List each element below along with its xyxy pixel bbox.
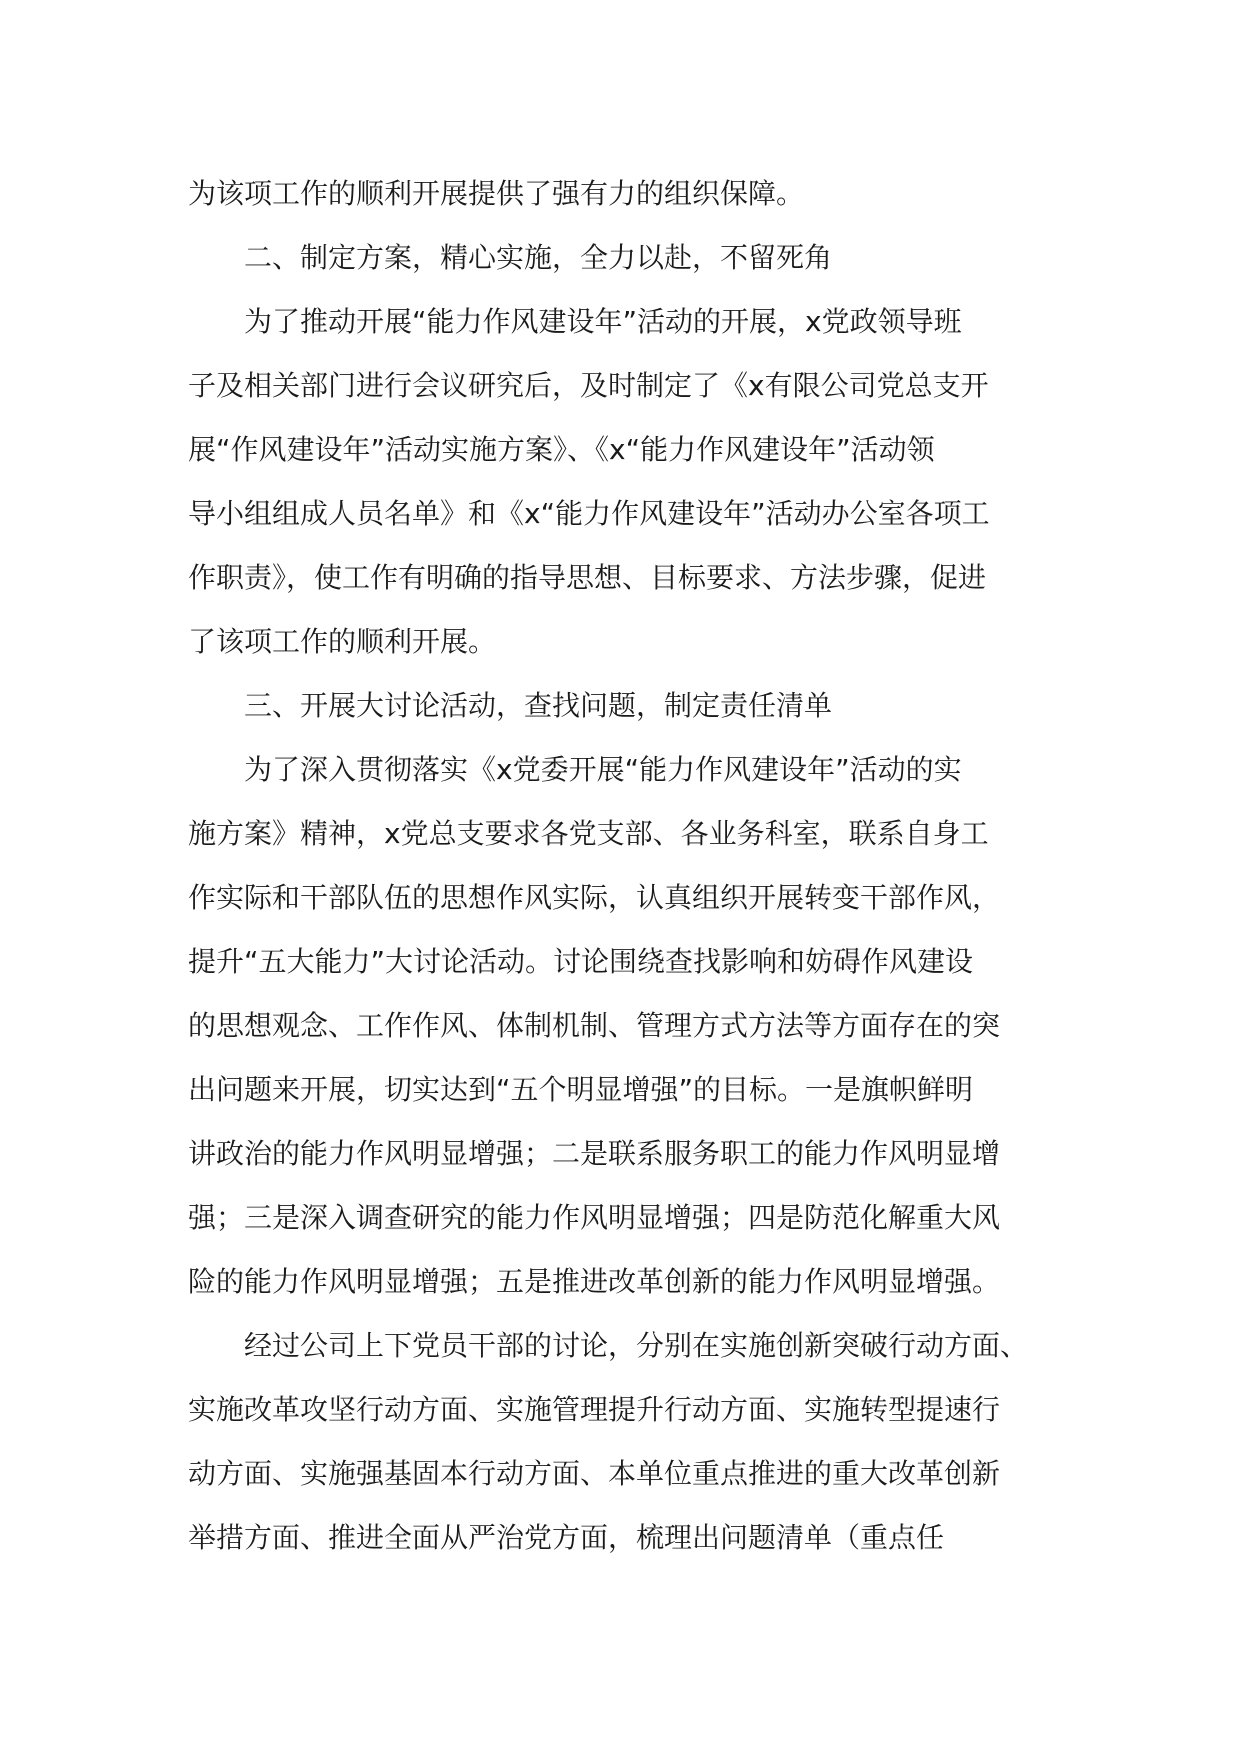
text-line: 三、开展大讨论活动，查找问题，制定责任清单	[244, 689, 833, 722]
text-line: 二、制定方案，精心实施，全力以赴，不留死角	[244, 241, 833, 274]
text-line: 提升“五大能力”大讨论活动。讨论围绕查找影响和妨碍作风建设	[188, 945, 974, 978]
text-line: 导小组组成人员名单》和《x“能力作风建设年”活动办公室各项工	[188, 497, 990, 530]
text-line: 展“作风建设年”活动实施方案》、《x“能力作风建设年”活动领	[188, 433, 935, 466]
text-line: 为该项工作的顺利开展提供了强有力的组织保障。	[188, 177, 805, 210]
text-line: 举措方面、推进全面从严治党方面，梳理出问题清单（重点任	[188, 1521, 945, 1554]
text-line: 作实际和干部队伍的思想作风实际，认真组织开展转变干部作风，	[188, 881, 1001, 914]
text-line: 强；三是深入调查研究的能力作风明显增强；四是防范化解重大风	[188, 1201, 1001, 1234]
text-line: 经过公司上下党员干部的讨论，分别在实施创新突破行动方面、	[244, 1329, 1029, 1362]
text-line: 动方面、实施强基固本行动方面、本单位重点推进的重大改革创新	[188, 1457, 1001, 1490]
text-line: 实施改革攻坚行动方面、实施管理提升行动方面、实施转型提速行	[188, 1393, 1001, 1426]
text-line: 的思想观念、工作作风、体制机制、管理方式方法等方面存在的突	[188, 1009, 1001, 1042]
text-line: 出问题来开展，切实达到“五个明显增强”的目标。一是旗帜鲜明	[188, 1073, 974, 1106]
text-line: 讲政治的能力作风明显增强；二是联系服务职工的能力作风明显增	[188, 1137, 1001, 1170]
text-line: 为了深入贯彻落实《x党委开展“能力作风建设年”活动的实	[244, 753, 962, 786]
text-line: 子及相关部门进行会议研究后，及时制定了《x有限公司党总支开	[188, 369, 989, 402]
text-line: 作职责》，使工作有明确的指导思想、目标要求、方法步骤，促进	[188, 561, 987, 594]
document-body	[188, 162, 1068, 1570]
text-line: 施方案》精神，x党总支要求各党支部、各业务科室，联系自身工	[188, 817, 989, 850]
text-line: 了该项工作的顺利开展。	[188, 625, 497, 658]
text-line: 险的能力作风明显增强；五是推进改革创新的能力作风明显增强。	[188, 1265, 1001, 1298]
text-line: 为了推动开展“能力作风建设年”活动的开展，x党政领导班	[244, 305, 962, 338]
